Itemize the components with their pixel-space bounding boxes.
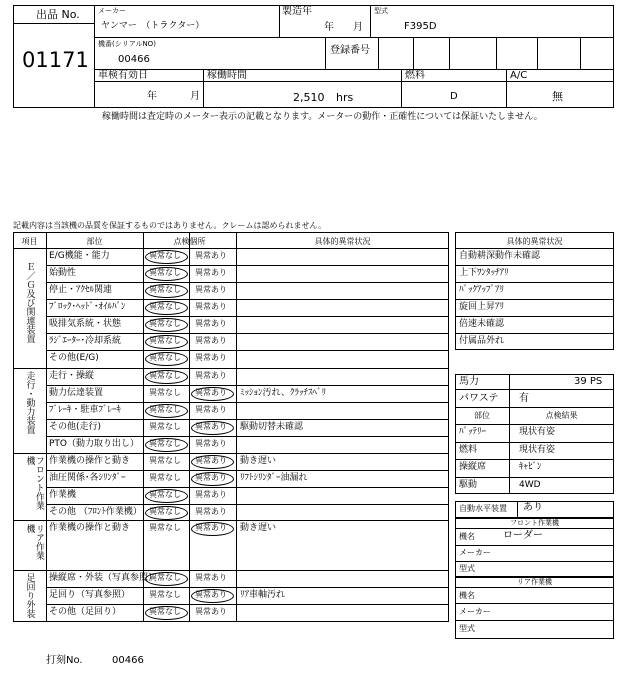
level-value: あり [523,502,543,513]
check-abnormal: 異常あり [195,490,227,499]
check-normal: 異常なし [149,353,181,362]
col-check: 点検個所 [173,237,206,246]
row-detail: 駆動切替未確認 [240,422,304,432]
circle-abnormal-mark [191,589,234,603]
hours-note: 稼働時間は査定時のメーター表示の記載となります。メーターの動作・正確性については保証いたしません。 [102,112,543,122]
ac-value: 無 [552,90,563,103]
circle-normal-mark [145,606,188,620]
check-part: 操縦席 [459,462,487,472]
row-part: ﾗｼﾞｴｰﾀｰ･冷却系統 [49,336,122,346]
circle-normal-mark [145,352,188,366]
row-part: ﾌﾞﾚｰｷ・駐車ﾌﾞﾚｰｷ [49,405,122,415]
month-suffix: 月 [353,22,363,33]
check-normal: 異常なし [149,405,181,414]
check-normal: 異常なし [149,251,181,260]
check-part: ﾊﾞｯﾃﾘｰ [459,427,487,437]
check-normal: 異常なし [149,490,181,499]
circle-normal-mark [145,250,188,264]
hours-unit: hrs [336,91,354,104]
row-part: その他 （ﾌﾛﾝﾄ作業機） [49,507,142,517]
inspect-year: 年 [147,91,157,102]
row-part: 作業機 [49,490,77,500]
check-normal: 異常なし [149,456,181,465]
row-detail: ﾐｯｼｮﾝ汚れ、ｸﾗｯﾁｽﾍﾞﾘ [240,388,327,398]
fuel-label: 燃料 [405,70,425,81]
check-abnormal: 異常あり [195,319,227,328]
row-detail: ﾘｱ車軸汚れ [240,590,286,600]
row-part: 動力伝達装置 [49,388,104,398]
maker-value: ヤンマー （トラクター） [101,21,205,31]
circle-abnormal-mark [191,387,234,401]
circle-normal-mark [145,284,188,298]
check-normal: 異常なし [149,590,181,599]
rear-name-label: 機名 [459,591,475,600]
check-abnormal: 異常あり [195,336,227,345]
powersteer-value: 有 [519,393,529,404]
check-normal: 異常なし [149,336,181,345]
check-abnormal: 異常あり [195,302,227,311]
check-abnormal: 異常あり [195,371,227,380]
quality-note: 記載内容は当該機の品質を保証するものではありません。クレームは認められません。 [13,221,326,230]
col-detail: 具体的異常状況 [314,237,371,246]
check-normal: 異常なし [149,302,181,311]
check-abnormal: 異常あり [195,439,227,448]
circle-abnormal-mark [191,421,234,435]
group-front: フロント作業機 [24,456,44,510]
circle-normal-mark [145,438,188,452]
check-normal: 異常なし [149,439,181,448]
check-abnormal: 異常あり [195,268,227,277]
row-part: 始動性 [49,268,77,278]
col-part: 部位 [86,237,103,246]
row-part: 吸排気系統・状態 [49,319,122,329]
row-part: 足回り（写真参照） [49,590,131,600]
year-label: 製造年 [282,6,312,17]
row-part: 作業機の操作と動き [49,456,131,466]
lot-label: 出品 No. [36,8,80,21]
maker-label: メーカー [98,7,126,15]
check-normal: 異常なし [149,607,181,616]
power-value: 39 PS [574,376,603,387]
check-abnormal: 異常あり [195,573,227,582]
circle-normal-mark [145,267,188,281]
row-part: 操縦席・外装（写真参照） [49,573,158,583]
front-name-label: 機名 [459,532,475,541]
check-normal: 異常なし [149,573,181,582]
circle-abnormal-mark [191,455,234,469]
serial-value: 00466 [118,54,150,65]
check-abnormal: 異常あり [195,507,227,516]
detail-item: 付属品外れ [459,336,505,346]
row-part: その他(E/G) [49,353,99,363]
row-part: PTO（動力取り出し） [49,439,140,449]
check-abnormal: 異常あり [195,353,227,362]
fuel-value: D [450,91,458,102]
check-result: ｷｬﾋﾞﾝ [519,462,542,472]
circle-normal-mark [145,404,188,418]
inspect-label: 車検有効日 [98,70,148,81]
row-part: 走行・操縦 [49,371,95,381]
model-value: F395D [404,21,437,32]
detail-item: ﾊﾞｯｸｱｯﾌﾟｱﾘ [459,285,505,295]
check-part: 燃料 [459,444,478,455]
front-name-value: ローダー [503,530,543,541]
rear-title: リア作業機 [517,578,552,586]
circle-normal-mark [145,301,188,315]
group-engine: Ｅ／Ｇ及び関連装置 [24,262,35,343]
detail-header: 具体的異常状況 [506,237,563,246]
front-model-label: 型式 [459,564,475,573]
row-part: 作業機の操作と動き [49,523,131,533]
part-label: 部位 [474,411,490,420]
circle-normal-mark [145,318,188,332]
front-maker-label: メーカー [459,548,491,557]
col-item: 項目 [21,237,38,246]
rear-model-label: 型式 [459,624,475,633]
row-part: 停止・ｱｸｾﾙ関連 [49,285,113,295]
check-normal: 異常なし [149,422,181,431]
ac-label: A/C [510,70,528,81]
check-normal: 異常なし [149,523,181,532]
row-part: E/G機能・能力 [49,251,110,261]
model-label: 型式 [374,7,388,15]
check-abnormal: 異常あり [195,473,227,482]
year-suffix: 年 [324,22,334,33]
check-normal: 異常なし [149,268,181,277]
stamp-value: 00466 [112,655,144,666]
group-drive: 走行・動力装置 [24,371,35,434]
circle-abnormal-mark [191,522,234,536]
detail-item: 旋回上昇ｱﾘ [459,302,505,312]
stamp-label: 打刻No. [46,655,83,666]
row-detail: ﾘﾌﾄｼﾘﾝﾀﾞｰ油漏れ [240,473,308,483]
circle-normal-mark [145,572,188,586]
check-abnormal: 異常あり [195,251,227,260]
check-normal: 異常なし [149,507,181,516]
check-abnormal: 異常あり [195,285,227,294]
front-title: フロント作業機 [510,519,559,527]
detail-item: 倍速未確認 [459,319,505,329]
circle-normal-mark [145,506,188,520]
check-abnormal: 異常あり [195,590,227,599]
check-abnormal: 異常あり [195,523,227,532]
detail-item: 自動耕深動作未確認 [459,251,541,261]
circle-normal-mark [145,370,188,384]
check-normal: 異常なし [149,473,181,482]
circle-abnormal-mark [191,472,234,486]
row-detail: 動き遅い [240,523,277,533]
row-part: その他（足回り） [49,607,122,617]
check-abnormal: 異常あり [195,388,227,397]
check-abnormal: 異常あり [195,422,227,431]
inspect-month: 月 [190,91,200,102]
check-normal: 異常なし [149,388,181,397]
result-label: 点検結果 [545,411,578,420]
rear-maker-label: メーカー [459,607,491,616]
check-normal: 異常なし [149,371,181,380]
check-abnormal: 異常あり [195,607,227,616]
check-result: 現状有姿 [519,427,556,437]
check-normal: 異常なし [149,285,181,294]
check-result: 4WD [519,479,541,490]
detail-item: 上下ﾜﾝﾀｯﾁｱﾘ [459,268,509,278]
check-normal: 異常なし [149,319,181,328]
serial-label: 機番(シリアルNO) [98,40,156,48]
registration-label: 登録番号 [330,45,370,56]
row-detail: 動き遅い [240,456,277,466]
circle-normal-mark [145,489,188,503]
group-rear: リア作業機 [24,524,44,560]
power-label: 馬力 [459,376,479,387]
group-body: 足回り外装 [24,573,35,618]
check-abnormal: 異常あり [195,456,227,465]
check-result: 現状有姿 [519,444,556,455]
lot-number: 01171 [22,48,89,72]
level-label: 自動水平装置 [459,504,507,513]
hours-value: 2,510 [293,91,325,104]
check-part: 駆動 [459,479,478,490]
row-part: その他(走行) [49,422,102,432]
row-part: 油圧関係･各ｼﾘﾝﾀﾞｰ [49,473,126,483]
powersteer-label: パワステ [459,393,499,404]
check-abnormal: 異常あり [195,405,227,414]
hours-label: 稼働時間 [207,70,247,81]
circle-normal-mark [145,335,188,349]
row-part: ﾌﾞﾛｯｸ･ﾍｯﾄﾞ･ｵｲﾙﾊﾟﾝ [49,302,126,312]
